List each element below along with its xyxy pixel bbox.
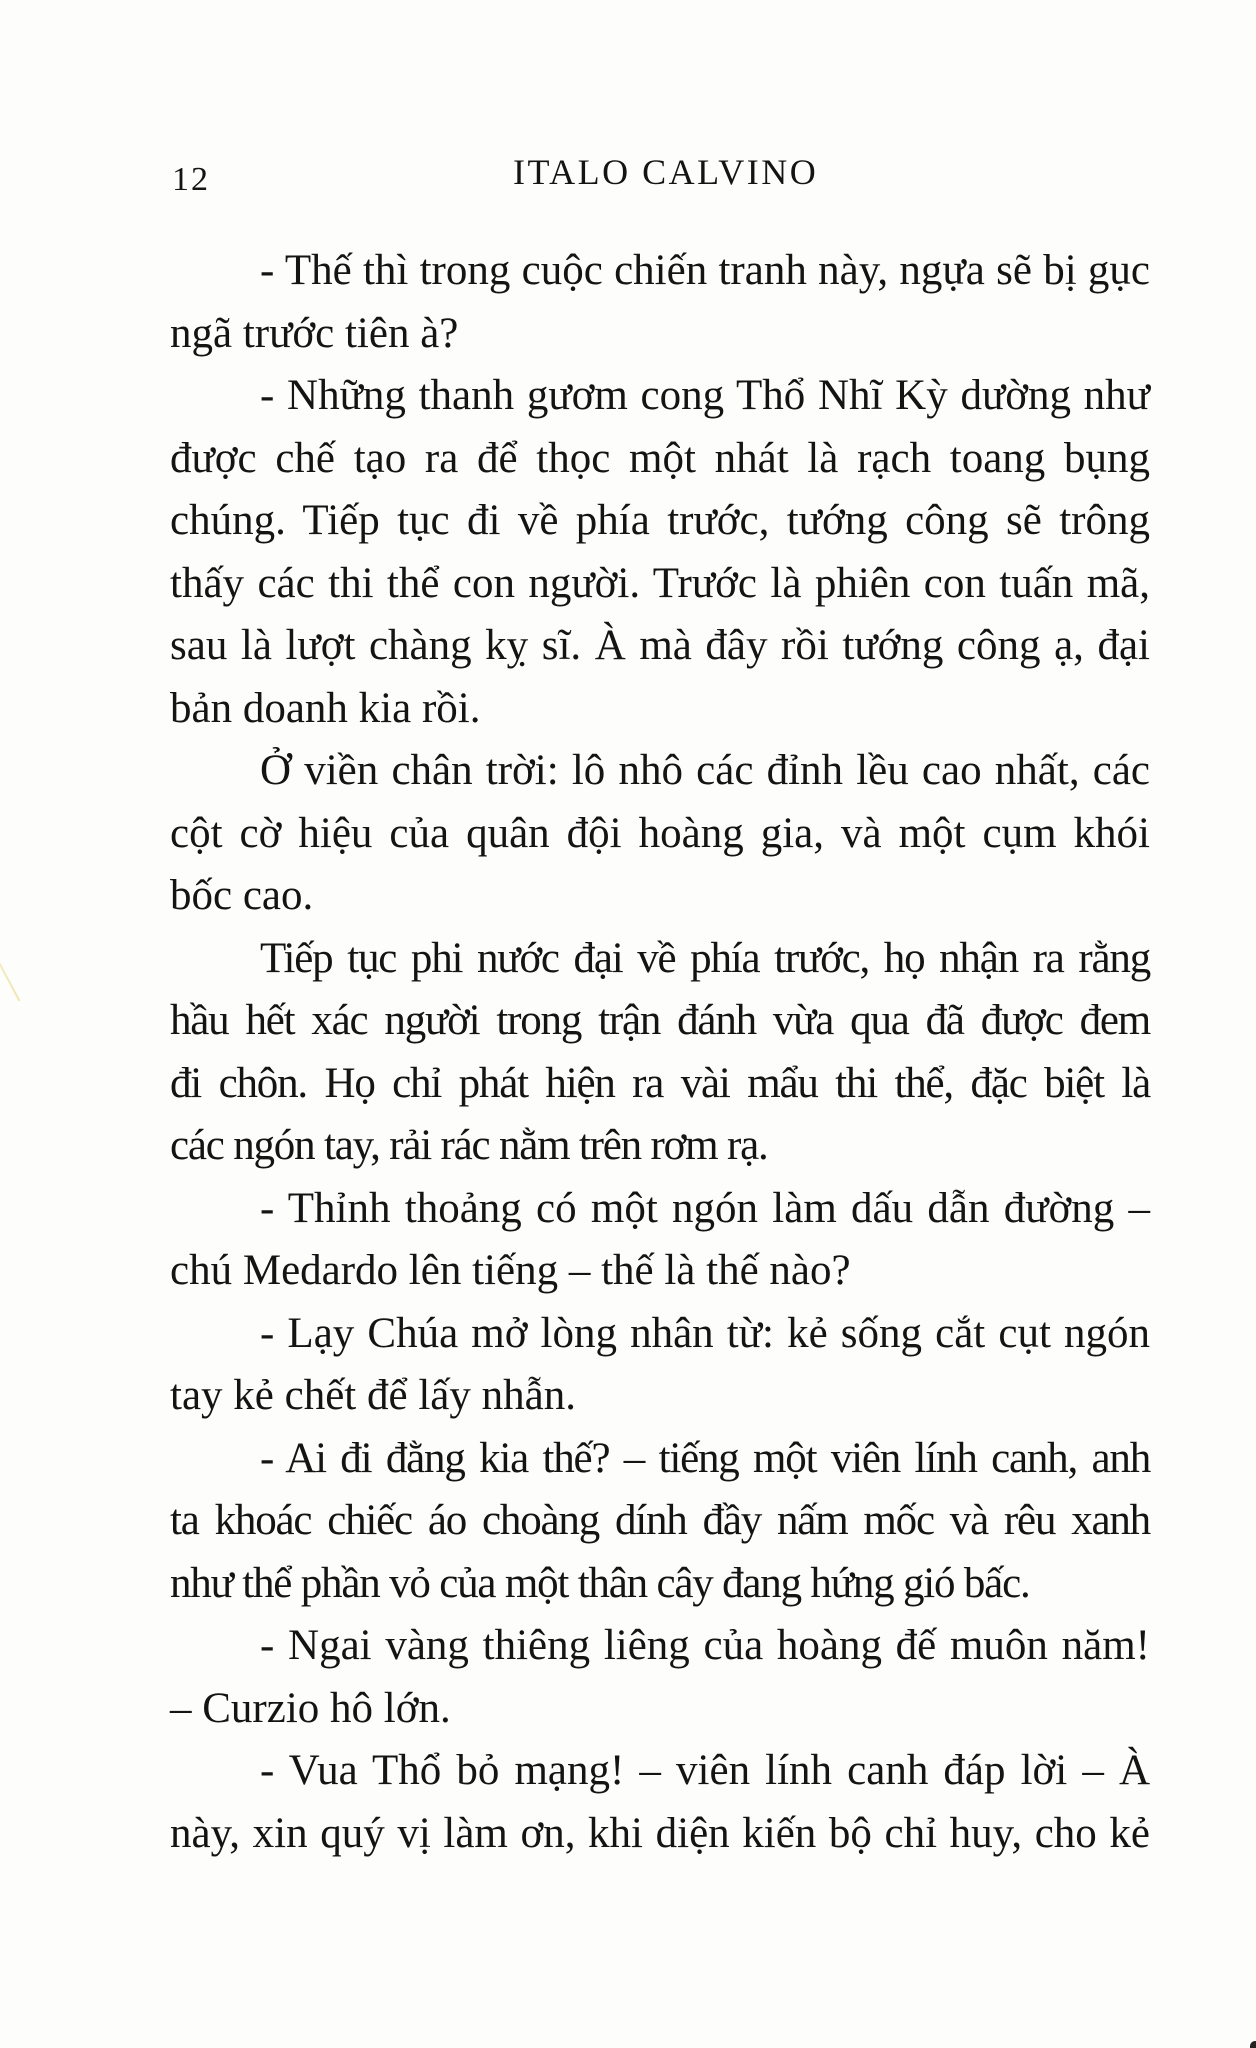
text-line: thấy các thi thể con người. Trước là phiên con tuấn mã, <box>170 559 1150 607</box>
text-line: chúng. Tiếp tục đi về phía trước, tướng công sẽ trông <box>170 497 1150 544</box>
text-line: - Thế thì trong cuộc chiến tranh này, ngựa sẽ bị gục <box>260 247 1150 294</box>
paper-fiber-mark <box>0 939 20 1002</box>
text-line: tay kẻ chết để lấy nhẫn. <box>170 1372 576 1419</box>
text-line: - Ai đi đằng kia thế? – tiếng một viên lính canh, anh <box>260 1434 1150 1482</box>
text-line: bốc cao. <box>170 872 314 919</box>
text-line: Tiếp tục phi nước đại về phía trước, họ nhận ra rằng <box>260 934 1150 982</box>
text-line: như thể phần vỏ của một thân cây đang hứng gió bấc. <box>170 1559 1030 1607</box>
text-line: hầu hết xác người trong trận đánh vừa qua đã được đem <box>170 997 1150 1044</box>
text-line: này, xin quý vị làm ơn, khi diện kiến bộ chỉ huy, cho kẻ <box>170 1809 1150 1857</box>
text-line: - Vua Thổ bỏ mạng! – viên lính canh đáp lời – À <box>260 1747 1150 1794</box>
text-line: các ngón tay, rải rác nằm trên rơm rạ. <box>170 1122 768 1169</box>
text-line: cột cờ hiệu của quân đội hoàng gia, và một cụm khói <box>170 809 1150 857</box>
text-line: sau là lượt chàng kỵ sĩ. À mà đây rồi tướng công ạ, đại <box>170 622 1150 669</box>
scan-corner-mark <box>1250 2041 1256 2048</box>
text-line: - Lạy Chúa mở lòng nhân từ: kẻ sống cắt cụt ngón <box>260 1309 1150 1357</box>
text-line: - Những thanh gươm cong Thổ Nhĩ Kỳ dường như <box>260 372 1150 419</box>
text-line: - Thỉnh thoảng có một ngón làm dấu dẫn đường – <box>260 1184 1150 1232</box>
text-line: chú Medardo lên tiếng – thế là thế nào? <box>170 1247 851 1294</box>
running-head <box>170 150 1150 198</box>
text-line: bản doanh kia rồi. <box>170 684 481 732</box>
running-title: ITALO CALVINO <box>513 152 819 192</box>
page-number: 12 <box>172 161 210 198</box>
text-line: được chế tạo ra để thọc một nhát là rạch toang bụng <box>170 434 1150 482</box>
text-line: ngã trước tiên à? <box>170 309 459 357</box>
body-text <box>170 240 1150 1865</box>
text-line: Ở viền chân trời: lô nhô các đỉnh lều cao nhất, các <box>260 747 1150 794</box>
text-line: – Curzio hô lớn. <box>170 1684 451 1732</box>
text-line: ta khoác chiếc áo choàng dính đầy nấm mốc và rêu xanh <box>170 1497 1150 1544</box>
text-line: đi chôn. Họ chỉ phát hiện ra vài mẩu thi thể, đặc biệt là <box>170 1059 1150 1107</box>
text-line: - Ngai vàng thiêng liêng của hoàng đế muôn năm! <box>260 1622 1150 1669</box>
